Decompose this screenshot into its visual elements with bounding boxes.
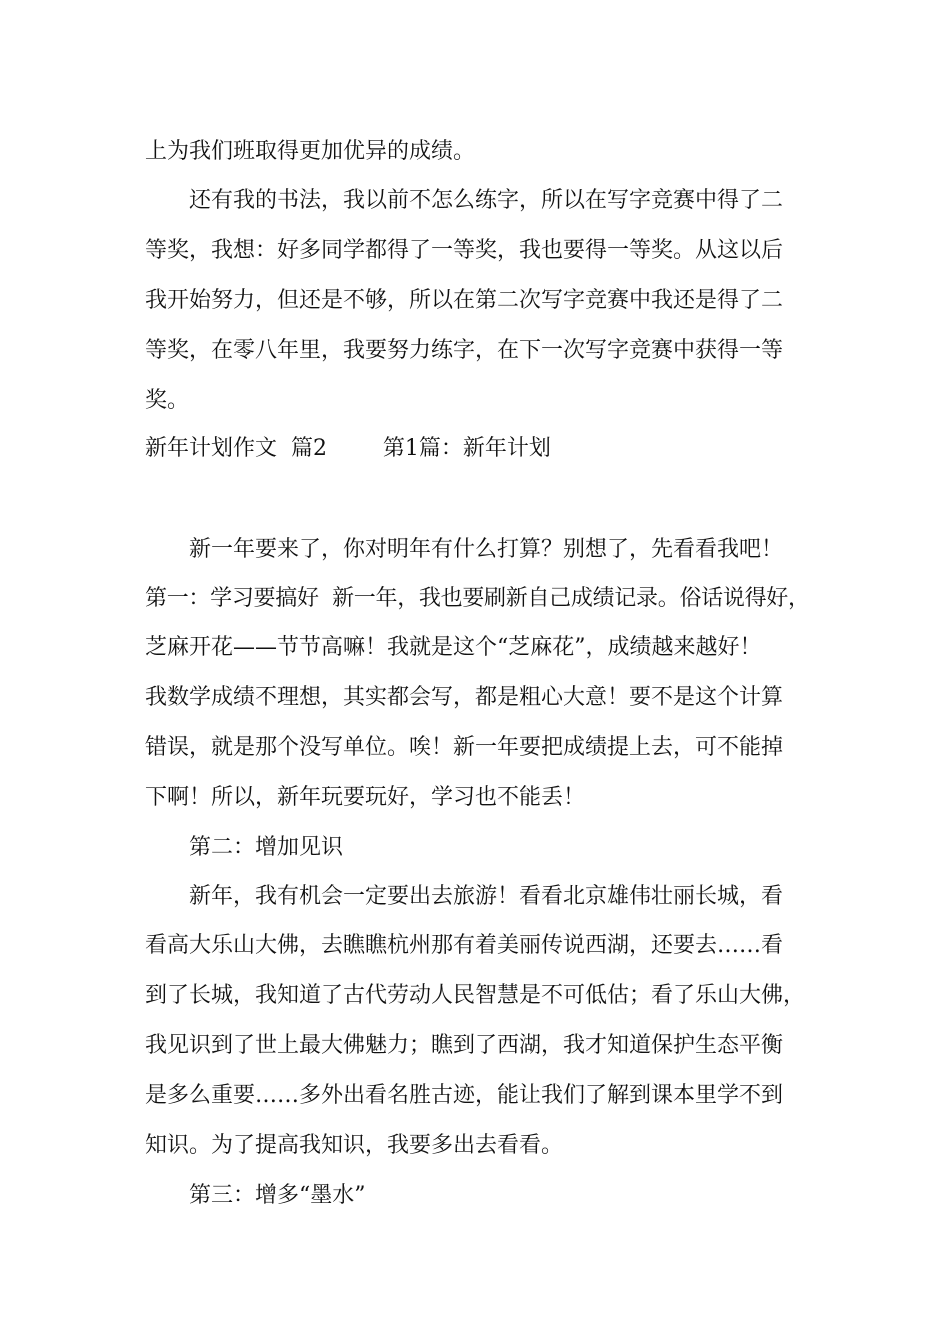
text-line: 新一年要来了，你对明年有什么打算？别想了，先看看我吧！ (189, 537, 784, 562)
text-line: 知识。为了提高我知识，我要多出去看看。 (145, 1133, 564, 1158)
text-line: 等奖，我想：好多同学都得了一等奖，我也要得一等奖。从这以后 (145, 238, 784, 263)
text-line: 第二：增加见识 (189, 835, 344, 860)
text-line: 我开始努力，但还是不够，所以在第二次写字竞赛中我还是得了二 (145, 288, 784, 313)
text-line: 到了长城，我知道了古代劳动人民智慧是不可低估；看了乐山大佛， (145, 983, 806, 1008)
text-line: 我见识到了世上最大佛魅力；瞧到了西湖，我才知道保护生态平衡 (145, 1033, 784, 1058)
text-line: 第三：增多“墨水” (189, 1183, 366, 1208)
text-line: 新年，我有机会一定要出去旅游！看看北京雄伟壮丽长城，看 (189, 884, 784, 909)
text-line: 芝麻开花——节节高嘛！我就是这个“芝麻花”，成绩越来越好！ (145, 635, 762, 660)
text-line: 还有我的书法，我以前不怎么练字，所以在写字竞赛中得了二 (189, 188, 784, 213)
text-line: 看高大乐山大佛，去瞧瞧杭州那有着美丽传说西湖，还要去……看 (145, 933, 784, 958)
text-line: 等奖，在零八年里，我要努力练字，在下一次写字竞赛中获得一等 (145, 338, 784, 363)
text-line: 我数学成绩不理想，其实都会写，都是粗心大意！要不是这个计算 (145, 685, 784, 710)
text-line: 是多么重要……多外出看名胜古迹，能让我们了解到课本里学不到 (145, 1083, 784, 1108)
text-line: 第一：学习要搞好 新一年，我也要刷新自己成绩记录。俗话说得好， (145, 586, 810, 611)
text-line: 错误，就是那个没写单位。唉！新一年要把成绩提上去，可不能掉 (145, 735, 784, 760)
text-line: 奖。 (145, 388, 190, 413)
text-line: 下啊！所以，新年玩要玩好，学习也不能丢！ (145, 785, 586, 810)
text-line: 上为我们班取得更加优异的成绩。 (145, 139, 476, 164)
section-heading: 新年计划作文 篇2 第1篇：新年计划 (145, 436, 551, 461)
